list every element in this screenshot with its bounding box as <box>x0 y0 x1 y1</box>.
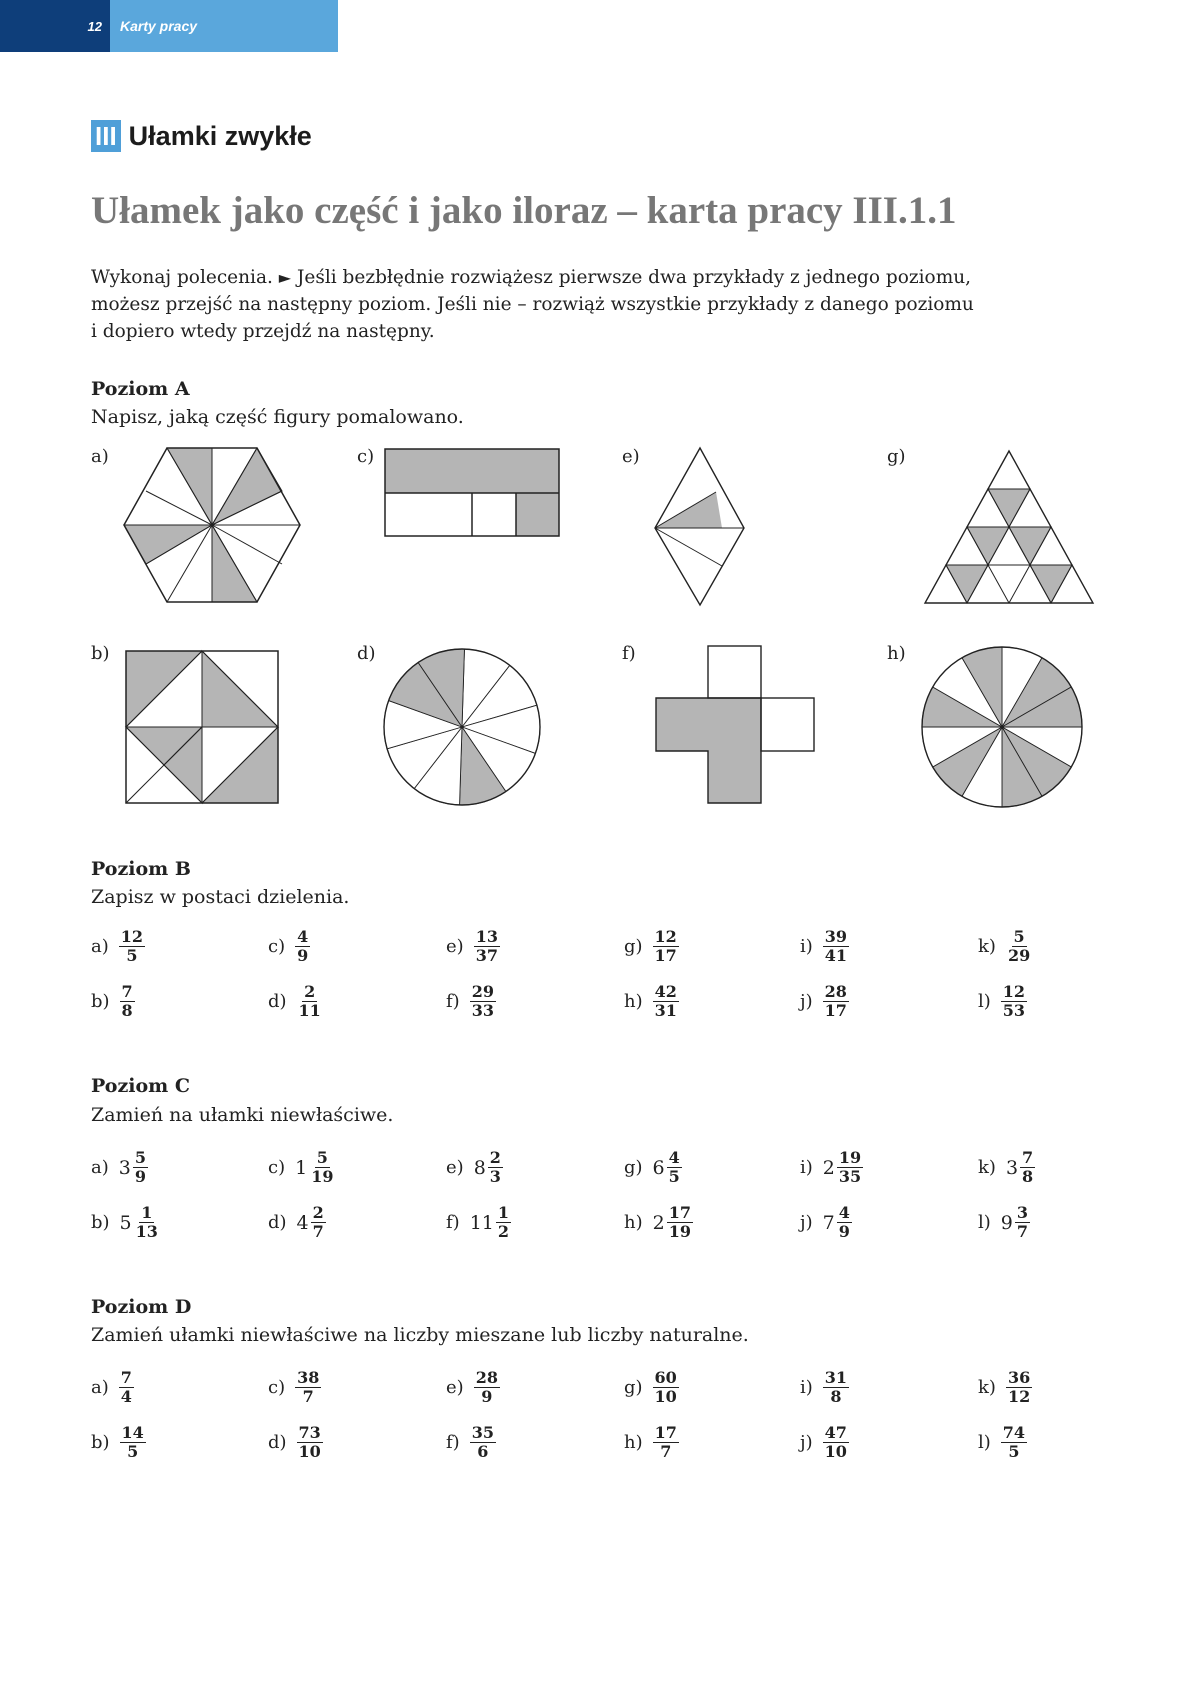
figure-c-label: c) <box>357 446 375 467</box>
fraction <box>653 928 679 965</box>
whole-number: 6 <box>652 1156 665 1179</box>
figure-f-cross <box>650 645 816 809</box>
exercise-item <box>624 928 679 965</box>
denominator: 35 <box>838 1167 862 1186</box>
exercise-label: k) <box>978 1377 996 1398</box>
denominator: 13 <box>135 1222 158 1241</box>
numerator: 7 <box>1022 1148 1034 1167</box>
numerator: 60 <box>654 1368 677 1387</box>
fraction <box>823 928 849 965</box>
denominator: 33 <box>471 1001 494 1020</box>
figure-d-circle <box>380 645 544 809</box>
fraction <box>496 1204 511 1241</box>
exercise-label: i) <box>800 1377 813 1398</box>
numerator: 28 <box>475 1368 498 1387</box>
denominator: 19 <box>311 1167 334 1186</box>
exercise-label: g) <box>624 936 643 957</box>
fraction <box>311 1204 326 1241</box>
denominator: 9 <box>838 1222 850 1241</box>
exercise-item <box>800 983 849 1020</box>
exercise-item <box>800 928 849 965</box>
numerator: 13 <box>475 927 498 946</box>
denominator: 17 <box>824 1001 847 1020</box>
whole-number: 3 <box>118 1156 131 1179</box>
denominator: 8 <box>830 1387 842 1406</box>
numerator: 38 <box>297 1368 320 1387</box>
intro-text <box>91 264 1091 345</box>
denominator: 6 <box>477 1442 489 1461</box>
exercise-label: a) <box>91 1157 109 1178</box>
numerator: 1 <box>141 1203 153 1222</box>
numerator: 31 <box>824 1368 848 1387</box>
level-c-instruction: Zamień na ułamki niewłaściwe. <box>91 1104 394 1126</box>
figure-h-label: h) <box>887 643 906 664</box>
fraction <box>653 983 679 1020</box>
level-b-title: Poziom B <box>91 858 191 880</box>
exercise-label: l) <box>978 1432 991 1453</box>
exercise-label: b) <box>91 1212 110 1233</box>
exercise-item <box>268 1369 321 1406</box>
exercise-item <box>446 1369 500 1406</box>
exercise-item <box>268 1149 335 1186</box>
denominator: 17 <box>654 946 677 965</box>
level-d-instruction: Zamień ułamki niewłaściwe na liczby mieszane lub liczby naturalne. <box>91 1324 749 1346</box>
numerator: 5 <box>316 1148 328 1167</box>
exercise-label: d) <box>268 991 287 1012</box>
exercise-label: k) <box>978 936 996 957</box>
denominator: 5 <box>668 1167 680 1186</box>
numerator: 12 <box>654 927 677 946</box>
denominator: 4 <box>120 1387 132 1406</box>
numerator: 19 <box>838 1148 862 1167</box>
numerator: 3 <box>1016 1203 1029 1222</box>
denominator: 11 <box>298 1001 321 1020</box>
denominator: 9 <box>134 1167 146 1186</box>
figure-a-hexagon <box>120 444 310 608</box>
denominator: 3 <box>489 1167 501 1186</box>
numerator: 7 <box>120 1368 132 1387</box>
exercise-label: c) <box>268 936 286 957</box>
exercise-item <box>624 983 679 1020</box>
exercise-item <box>268 983 323 1020</box>
denominator: 10 <box>824 1442 847 1461</box>
numerator: 4 <box>668 1148 680 1167</box>
whole-number: 1 <box>295 1156 308 1179</box>
figure-c-rectangle <box>380 444 564 540</box>
numerator: 17 <box>654 1423 677 1442</box>
figure-g-label: g) <box>887 446 906 467</box>
exercise-label: c) <box>268 1377 286 1398</box>
fraction <box>488 1149 503 1186</box>
exercise-item <box>91 1149 148 1186</box>
numerator: 35 <box>471 1423 494 1442</box>
numerator: 5 <box>134 1148 146 1167</box>
denominator: 9 <box>297 946 309 965</box>
fraction <box>1006 1369 1032 1406</box>
figure-b-square <box>120 645 284 809</box>
level-a-instruction: Napisz, jaką część figury pomalowano. <box>91 406 464 428</box>
fraction <box>1001 1424 1027 1461</box>
level-c-title: Poziom C <box>91 1075 190 1097</box>
exercise-item <box>624 1424 679 1461</box>
numerator: 2 <box>312 1203 324 1222</box>
chapter-title: Ułamki zwykłe <box>128 120 312 151</box>
fraction <box>309 1149 335 1186</box>
exercise-label: c) <box>268 1157 286 1178</box>
exercise-item <box>978 983 1027 1020</box>
fraction <box>295 928 310 965</box>
numerator: 17 <box>668 1203 691 1222</box>
exercise-label: j) <box>800 1212 813 1233</box>
fraction <box>1020 1149 1035 1186</box>
numerator: 2 <box>489 1148 501 1167</box>
exercise-item <box>446 1424 496 1461</box>
numerator: 73 <box>298 1423 321 1442</box>
fraction <box>470 1424 496 1461</box>
figure-d-label: d) <box>357 643 376 664</box>
exercise-item <box>446 983 496 1020</box>
denominator: 29 <box>1007 946 1031 965</box>
figure-g-triangle <box>918 444 1100 610</box>
denominator: 7 <box>312 1222 324 1241</box>
section-name: Karty pracy <box>110 0 338 52</box>
numerator: 47 <box>824 1423 847 1442</box>
whole-number: 2 <box>652 1211 665 1234</box>
exercise-item <box>624 1369 679 1406</box>
denominator: 7 <box>660 1442 672 1461</box>
exercise-item <box>800 1204 852 1241</box>
exercise-label: j) <box>800 991 813 1012</box>
exercise-label: a) <box>91 936 109 957</box>
header-band <box>0 0 338 52</box>
chapter-number: III <box>91 120 121 152</box>
denominator: 5 <box>127 1442 139 1461</box>
fraction <box>823 1369 849 1406</box>
exercise-item <box>624 1204 693 1241</box>
fraction <box>1001 983 1027 1020</box>
fraction <box>119 1369 134 1406</box>
page-number: 12 <box>0 0 110 52</box>
figure-h-circle <box>918 645 1086 809</box>
fraction <box>120 983 135 1020</box>
fraction <box>297 1424 323 1461</box>
exercise-label: l) <box>978 991 991 1012</box>
whole-number: 4 <box>296 1211 309 1234</box>
exercise-label: e) <box>446 936 464 957</box>
whole-number: 2 <box>822 1156 835 1179</box>
exercise-item <box>91 1424 146 1461</box>
numerator: 5 <box>1013 927 1025 946</box>
numerator: 36 <box>1007 1368 1031 1387</box>
level-d-title: Poziom D <box>91 1296 192 1318</box>
exercise-item <box>91 928 145 965</box>
denominator: 10 <box>654 1387 677 1406</box>
whole-number: 9 <box>1000 1211 1013 1234</box>
exercise-label: a) <box>91 1377 109 1398</box>
exercise-item <box>978 1424 1027 1461</box>
figure-a-label: a) <box>91 446 109 467</box>
exercise-item <box>268 1424 323 1461</box>
intro-line2: możesz przejść na następny poziom. Jeśli nie – rozwiąż wszystkie przykłady z danego poziomu <box>91 294 974 315</box>
fraction <box>120 1424 146 1461</box>
exercise-item <box>800 1424 849 1461</box>
fraction <box>134 1204 160 1241</box>
chapter-heading <box>91 120 312 152</box>
exercise-item <box>624 1149 682 1186</box>
fraction <box>1015 1204 1030 1241</box>
numerator: 2 <box>304 982 316 1001</box>
exercise-item <box>91 983 135 1020</box>
exercise-label: e) <box>446 1377 464 1398</box>
exercise-label: l) <box>978 1212 991 1233</box>
numerator: 29 <box>471 982 494 1001</box>
fraction <box>470 983 496 1020</box>
whole-number: 5 <box>119 1211 132 1234</box>
fraction <box>837 1149 863 1186</box>
fraction <box>119 928 145 965</box>
numerator: 12 <box>1002 982 1026 1001</box>
exercise-item <box>446 1149 503 1186</box>
fraction <box>837 1204 852 1241</box>
numerator: 28 <box>824 982 847 1001</box>
whole-number: 8 <box>473 1156 486 1179</box>
numerator: 4 <box>838 1203 850 1222</box>
denominator: 5 <box>126 946 138 965</box>
arrow-icon: ► <box>278 268 292 287</box>
figure-e-rhombus <box>650 444 750 610</box>
level-b-instruction: Zapisz w postaci dzielenia. <box>91 886 350 908</box>
numerator: 12 <box>120 927 144 946</box>
numerator: 39 <box>824 927 848 946</box>
numerator: 74 <box>1002 1423 1026 1442</box>
exercise-item <box>978 928 1032 965</box>
denominator: 7 <box>1016 1222 1029 1241</box>
exercise-label: f) <box>446 1212 460 1233</box>
exercise-item <box>446 928 500 965</box>
fraction <box>653 1424 679 1461</box>
exercise-label: b) <box>91 1432 110 1453</box>
numerator: 4 <box>297 927 309 946</box>
denominator: 5 <box>1008 1442 1020 1461</box>
exercise-item <box>268 1204 326 1241</box>
denominator: 8 <box>121 1001 133 1020</box>
exercise-item <box>800 1369 849 1406</box>
fraction <box>823 983 849 1020</box>
exercise-label: d) <box>268 1432 287 1453</box>
exercise-label: i) <box>800 936 813 957</box>
intro-line1b: Jeśli bezbłędnie rozwiążesz pierwsze dwa przykłady z jednego poziomu, <box>296 267 972 288</box>
fraction <box>474 1369 500 1406</box>
exercise-label: d) <box>268 1212 287 1233</box>
fraction <box>297 983 323 1020</box>
denominator: 41 <box>824 946 848 965</box>
exercise-label: i) <box>800 1157 813 1178</box>
exercise-label: e) <box>446 1157 464 1178</box>
fraction <box>1006 928 1032 965</box>
whole-number: 7 <box>822 1211 835 1234</box>
exercise-label: h) <box>624 991 643 1012</box>
exercise-item <box>800 1149 863 1186</box>
denominator: 8 <box>1022 1167 1034 1186</box>
denominator: 10 <box>298 1442 321 1461</box>
exercise-item <box>446 1204 511 1241</box>
exercise-item <box>91 1369 134 1406</box>
denominator: 9 <box>481 1387 493 1406</box>
exercise-label: h) <box>624 1212 643 1233</box>
denominator: 31 <box>654 1001 677 1020</box>
exercise-label: h) <box>624 1432 643 1453</box>
fraction <box>823 1424 849 1461</box>
exercise-label: f) <box>446 991 460 1012</box>
exercise-item <box>978 1369 1032 1406</box>
whole-number: 11 <box>469 1211 494 1234</box>
fraction <box>295 1369 321 1406</box>
denominator: 12 <box>1007 1387 1031 1406</box>
numerator: 1 <box>497 1203 510 1222</box>
fraction <box>667 1149 682 1186</box>
exercise-label: g) <box>624 1377 643 1398</box>
exercise-item <box>978 1204 1030 1241</box>
exercise-label: g) <box>624 1157 643 1178</box>
denominator: 53 <box>1002 1001 1026 1020</box>
denominator: 19 <box>668 1222 691 1241</box>
exercise-item <box>268 928 310 965</box>
fraction <box>474 928 500 965</box>
intro-line3: i dopiero wtedy przejdź na następny. <box>91 321 435 342</box>
exercise-label: j) <box>800 1432 813 1453</box>
figure-b-label: b) <box>91 643 110 664</box>
numerator: 14 <box>121 1423 144 1442</box>
level-a-title: Poziom A <box>91 378 190 400</box>
fraction <box>653 1369 679 1406</box>
fraction <box>667 1204 693 1241</box>
numerator: 7 <box>121 982 133 1001</box>
denominator: 2 <box>497 1222 510 1241</box>
whole-number: 3 <box>1005 1156 1019 1179</box>
exercise-item <box>91 1204 160 1241</box>
exercise-label: k) <box>978 1157 996 1178</box>
figure-e-label: e) <box>622 446 640 467</box>
fraction <box>133 1149 148 1186</box>
numerator: 42 <box>654 982 677 1001</box>
exercise-label: b) <box>91 991 110 1012</box>
denominator: 7 <box>302 1387 314 1406</box>
exercise-item <box>978 1149 1035 1186</box>
exercise-label: f) <box>446 1432 460 1453</box>
page-title: Ułamek jako część i jako iloraz – karta pracy III.1.1 <box>91 189 957 232</box>
intro-line1a: Wykonaj polecenia. <box>91 267 273 288</box>
figure-f-label: f) <box>622 643 636 664</box>
denominator: 37 <box>475 946 498 965</box>
